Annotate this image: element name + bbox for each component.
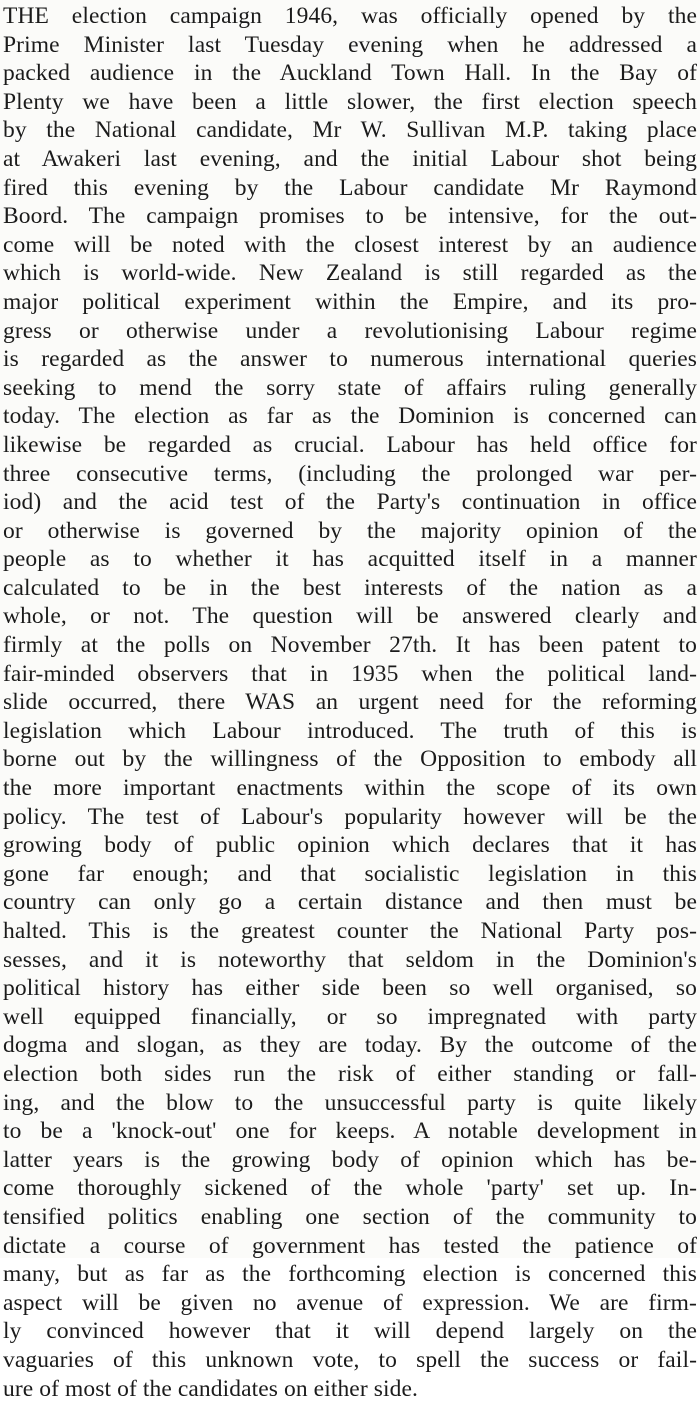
article-line: fired this evening by the Labour candidate Mr Raymond <box>3 174 697 203</box>
article-line: ly convinced however that it will depend largely on the <box>3 1317 697 1346</box>
article-line: legislation which Labour introduced. The truth of this is <box>3 717 697 746</box>
article-line: today. The election as far as the Dominion is concerned can <box>3 402 697 431</box>
article-line: major political experiment within the Empire, and its pro- <box>3 288 697 317</box>
article-line: firmly at the polls on November 27th. It has been patent to <box>3 631 697 660</box>
article-line: election both sides run the risk of either standing or fall- <box>3 1060 697 1089</box>
article-line: sesses, and it is noteworthy that seldom in the Dominion's <box>3 946 697 975</box>
article-line: packed audience in the Auckland Town Hall. In the Bay of <box>3 59 697 88</box>
article-line: three consecutive terms, (including the prolonged war per- <box>3 460 697 489</box>
article-line: people as to whether it has acquitted itself in a manner <box>3 545 697 574</box>
article-line: borne out by the willingness of the Opposition to embody all <box>3 745 697 774</box>
article-line: slide occurred, there WAS an urgent need for the reforming <box>3 688 697 717</box>
article-line: by the National candidate, Mr W. Sullivan M.P. taking place <box>3 116 697 145</box>
article-line: dogma and slogan, as they are today. By the outcome of the <box>3 1031 697 1060</box>
article-line: is regarded as the answer to numerous international queries <box>3 345 697 374</box>
article-line: iod) and the acid test of the Party's continuation in office <box>3 488 697 517</box>
article-line: Boord. The campaign promises to be intensive, for the out- <box>3 202 697 231</box>
article-line: growing body of public opinion which declares that it has <box>3 831 697 860</box>
article-line: gress or otherwise under a revolutionising Labour regime <box>3 317 697 346</box>
article-line: country can only go a certain distance and then must be <box>3 888 697 917</box>
article-line: seeking to mend the sorry state of affairs ruling generally <box>3 374 697 403</box>
article-line: come will be noted with the closest interest by an audience <box>3 231 697 260</box>
article-line: or otherwise is governed by the majority opinion of the <box>3 517 697 546</box>
article-line: fair-minded observers that in 1935 when the political land- <box>3 660 697 689</box>
article-line: Prime Minister last Tuesday evening when he addressed a <box>3 31 697 60</box>
article-line: the more important enactments within the scope of its own <box>3 774 697 803</box>
article-line: calculated to be in the best interests of the nation as a <box>3 574 697 603</box>
article-line: dictate a course of government has tested the patience of <box>3 1232 697 1261</box>
article-line: halted. This is the greatest counter the National Party pos- <box>3 917 697 946</box>
article-line: which is world-wide. New Zealand is still regarded as the <box>3 259 697 288</box>
article-line: many, but as far as the forthcoming election is concerned this <box>3 1260 697 1289</box>
article-line: come thoroughly sickened of the whole 'party' set up. In- <box>3 1174 697 1203</box>
article-line: at Awakeri last evening, and the initial Labour shot being <box>3 145 697 174</box>
article-line: tensified politics enabling one section of the community to <box>3 1203 697 1232</box>
article-line: well equipped financially, or so impregnated with party <box>3 1003 697 1032</box>
article-line: likewise be regarded as crucial. Labour has held office for <box>3 431 697 460</box>
article-line: to be a 'knock-out' one for keeps. A notable development in <box>3 1117 697 1146</box>
article-line: THE election campaign 1946, was officially opened by the <box>3 2 697 31</box>
article-line: latter years is the growing body of opinion which has be- <box>3 1146 697 1175</box>
article-line: political history has either side been so well organised, so <box>3 974 697 1003</box>
article-line: ing, and the blow to the unsuccessful party is quite likely <box>3 1089 697 1118</box>
article-line: whole, or not. The question will be answered clearly and <box>3 602 697 631</box>
article-line: Plenty we have been a little slower, the first election speech <box>3 88 697 117</box>
article-line: policy. The test of Labour's popularity however will be the <box>3 803 697 832</box>
article-line: gone far enough; and that socialistic legislation in this <box>3 860 697 889</box>
editorial-column <box>3 2 697 1403</box>
article-line: vaguaries of this unknown vote, to spell the success or fail- <box>3 1346 697 1375</box>
article-line: aspect will be given no avenue of expression. We are firm- <box>3 1289 697 1318</box>
article-line: ure of most of the candidates on either side. <box>3 1375 697 1403</box>
